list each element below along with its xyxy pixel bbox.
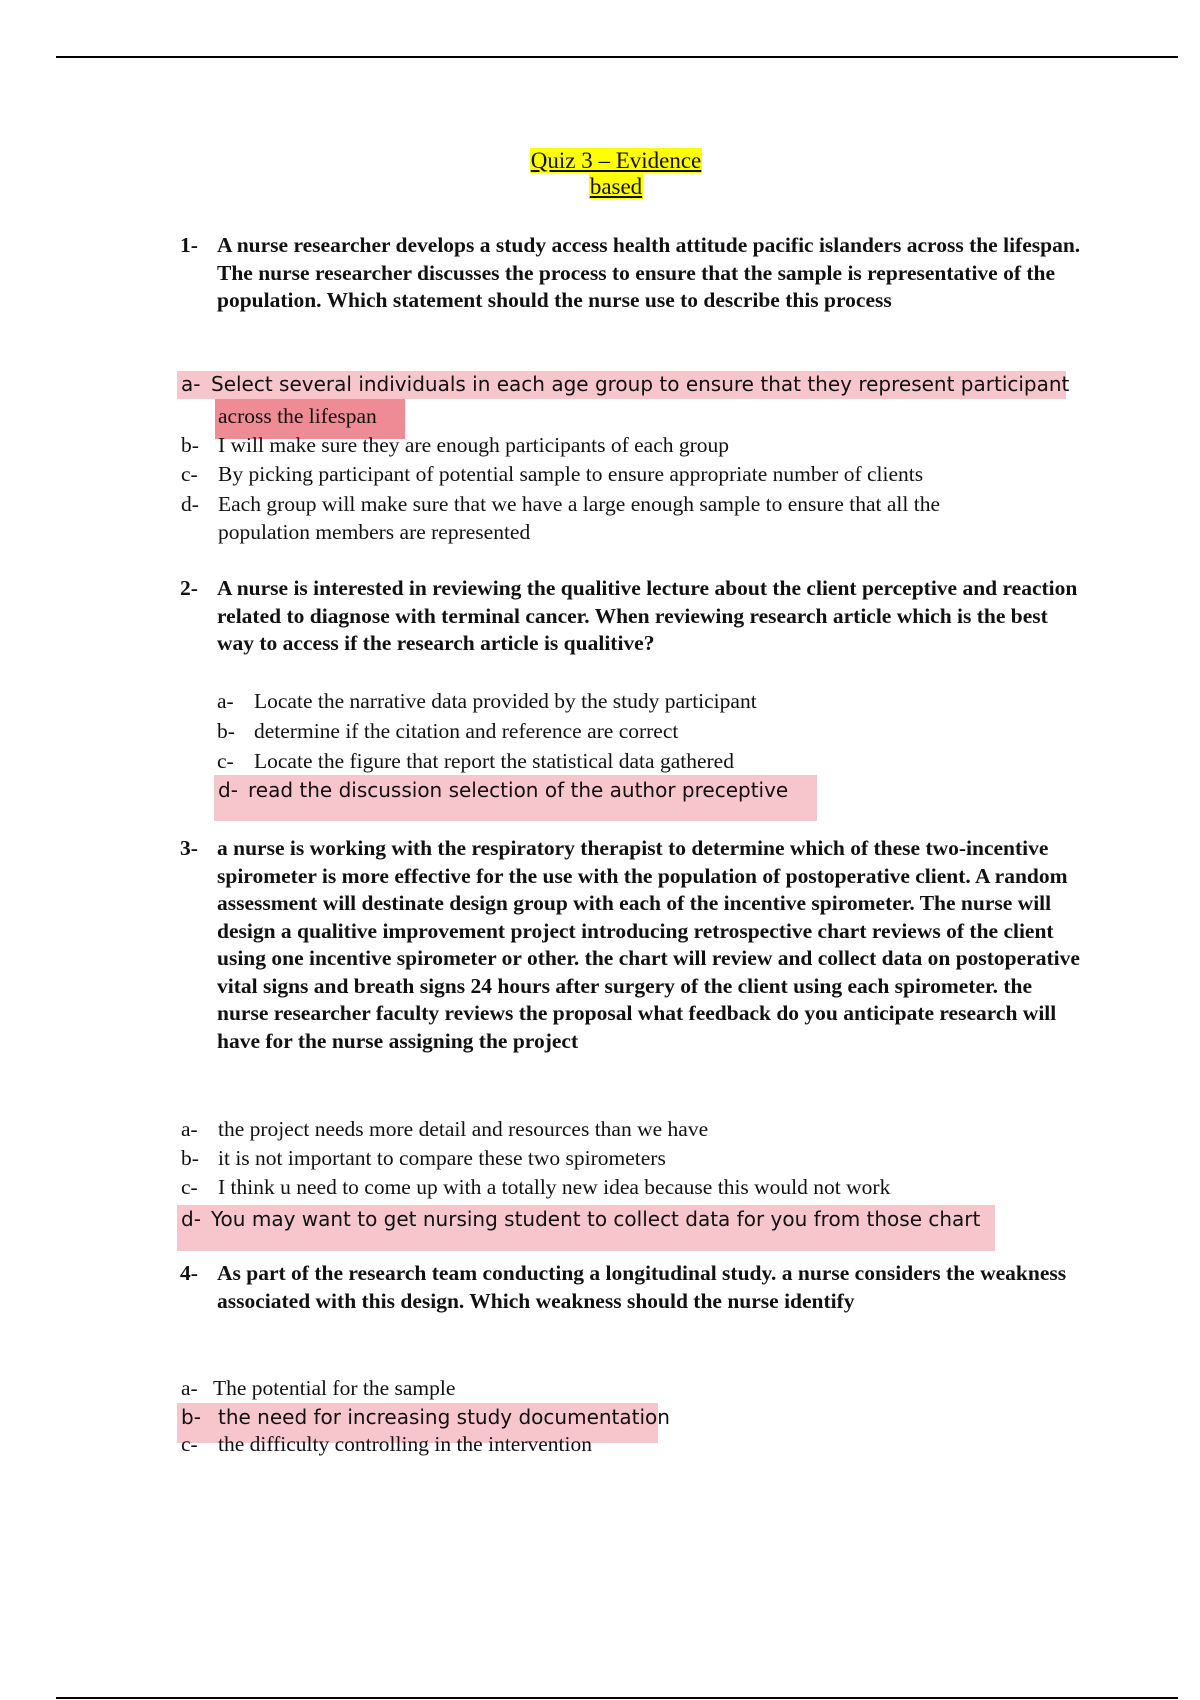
option-letter: a- — [181, 372, 201, 396]
page-title — [0, 148, 1200, 200]
question-number: 2- — [180, 576, 198, 600]
option-letter: c- — [181, 1175, 198, 1199]
question-2 — [180, 575, 1085, 659]
option-letter: a- — [181, 1117, 198, 1141]
option-text: the difficulty controlling in the intervention — [218, 1432, 592, 1456]
option-letter: b- — [217, 719, 235, 743]
title-line-2: based — [589, 174, 643, 199]
question-number: 4- — [180, 1261, 198, 1285]
question-number: 1- — [180, 233, 198, 257]
question-1 — [180, 232, 1085, 344]
question-text: As part of the research team conducting a longitudinal study. a nurse considers the weakness associated with this design. Which weakness should the nurse identify — [217, 1261, 1067, 1313]
option-letter: b- — [181, 1146, 199, 1170]
option-text: Locate the narrative data provided by the study participant — [254, 689, 757, 713]
option-text: I will make sure they are enough participants of each group — [218, 433, 730, 457]
option-letter: b- — [181, 1405, 201, 1429]
option-letter: d- — [181, 1207, 201, 1231]
option-letter: b- — [181, 433, 199, 457]
option-text: determine if the citation and reference are correct — [254, 719, 679, 743]
question-4 — [180, 1260, 1085, 1344]
option-text: Locate the figure that report the statistical data gathered — [254, 749, 734, 773]
option-text: the project needs more detail and resources than we have — [218, 1117, 709, 1141]
option-text: You may want to get nursing student to collect data for you from those chart — [211, 1207, 981, 1231]
top-rule — [56, 56, 1178, 58]
option-text: The potential for the sample — [213, 1376, 456, 1400]
question-text: a nurse is working with the respiratory therapist to determine which of these two-incentive spirometer is more effective for the use with the population of postoperative client. A random assessment will destinate design group with each of the incentive spirometer. The nurse will design a qualitive improvement project introducing retrospective chart reviews of the client using one incentive spirometer or other. the chart will review and collect data on postoperative vital signs and breath signs 24 hours after surgery of the client using each spirometer. the nurse researcher faculty reviews the proposal what feedback do you anticipate research will have for the nurse assigning the project — [217, 836, 1080, 1053]
question-number: 3- — [180, 836, 198, 860]
option-text: it is not important to compare these two spirometers — [218, 1146, 666, 1170]
option-text-continued: population members are represented — [218, 520, 531, 544]
option-text: read the discussion selection of the author preceptive — [248, 778, 789, 802]
option-text: the need for increasing study documentation — [218, 1405, 670, 1429]
option-text: Select several individuals in each age group to ensure that they represent participant — [211, 372, 1070, 396]
option-letter: a- — [181, 1376, 198, 1400]
option-letter: c- — [217, 749, 234, 773]
bottom-rule — [56, 1697, 1178, 1699]
question-text: A nurse researcher develops a study access health attitude pacific islanders across the lifespan. The nurse researcher discusses the process to ensure that the sample is representative of the population. Which statement should the nurse use to describe this process — [217, 233, 1081, 312]
option-text: I think u need to come up with a totally new idea because this would not work — [218, 1175, 891, 1199]
option-letter: d- — [181, 492, 199, 516]
option-letter: a- — [217, 689, 234, 713]
question-text: A nurse is interested in reviewing the qualitive lecture about the client perceptive and reaction related to diagnose with terminal cancer. When reviewing research article which is the best way to access if the research article is qualitive? — [217, 576, 1078, 655]
question-3 — [180, 835, 1085, 1087]
option-text-continued: across the lifespan — [218, 404, 377, 428]
option-letter: c- — [181, 462, 198, 486]
title-line-1: Quiz 3 – Evidence — [530, 148, 702, 173]
option-letter: d- — [218, 778, 238, 802]
option-text: By picking participant of potential sample to ensure appropriate number of clients — [218, 462, 924, 486]
option-letter: c- — [181, 1432, 198, 1456]
option-text: Each group will make sure that we have a large enough sample to ensure that all the — [218, 492, 940, 516]
